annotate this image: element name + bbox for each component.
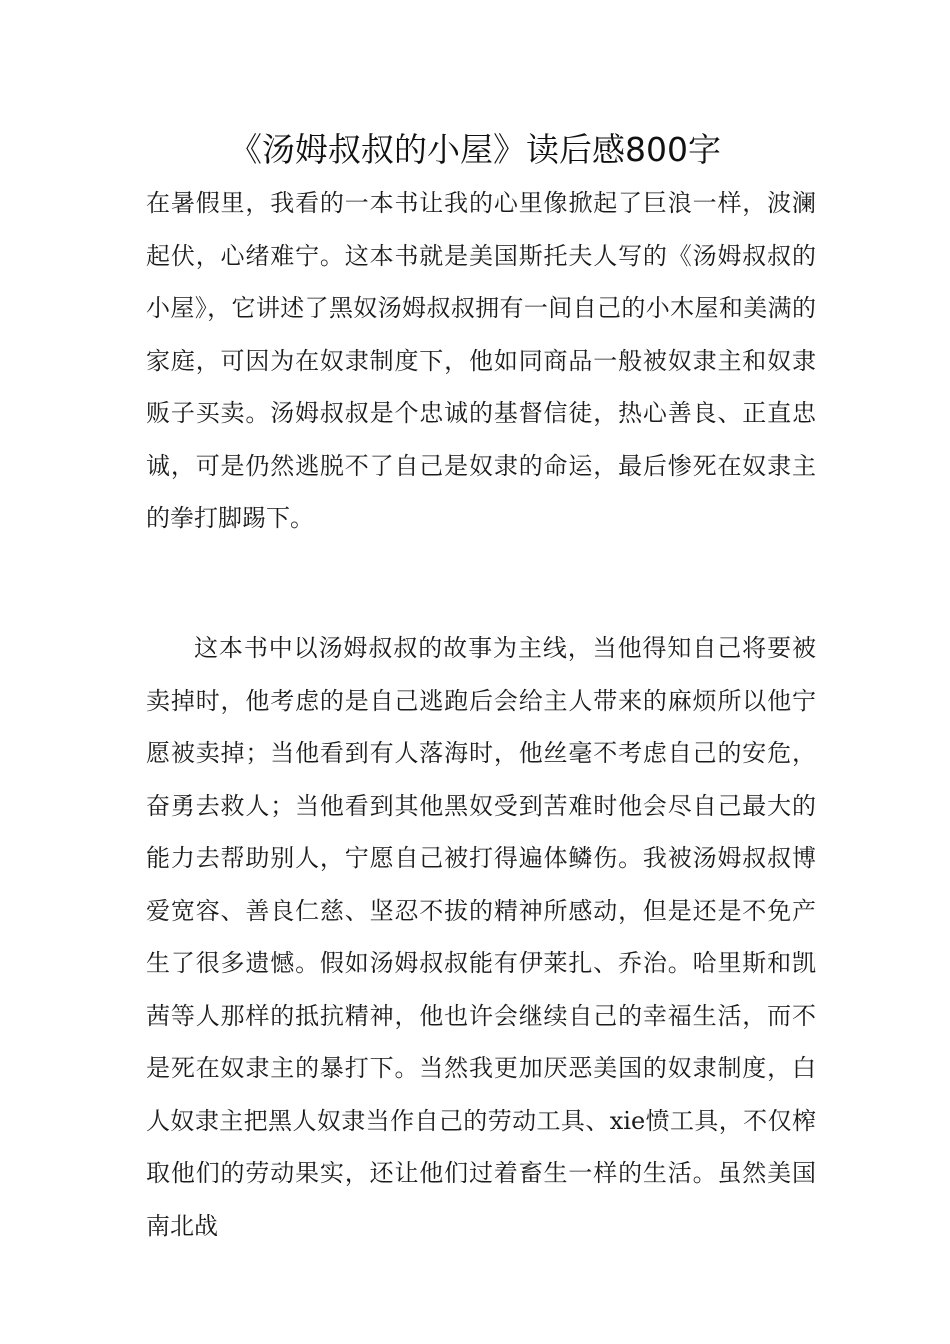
document-title: 《汤姆叔叔的小屋》读后感800字 [229, 130, 721, 169]
paragraph-1: 在暑假里，我看的一本书让我的心里像掀起了巨浪一样，波澜起伏，心绪难宁。这本书就是美国斯托夫人写的《汤姆叔叔的小屋》，它讲述了黑奴汤姆叔叔拥有一间自己的小木屋和美满的家庭，可因为在奴隶制度下，他如同商品一般被奴隶主和奴隶贩子买卖。汤姆叔叔是个忠诚的基督信徒，热心善良、正直忠诚，可是仍然逃脱不了自己是奴隶的命运，最后惨死在奴隶主的拳打脚踢下。 [146, 189, 816, 532]
paragraph-2: 这本书中以汤姆叔叔的故事为主线，当他得知自己将要被卖掉时，他考虑的是自己逃跑后会给主人带来的麻烦所以他宁愿被卖掉；当他看到有人落海时，他丝毫不考虑自己的安危，奋勇去救人；当他看到其他黑奴受到苦难时他会尽自己最大的能力去帮助别人，宁愿自己被打得遍体鳞伤。我被汤姆叔叔博爱宽容、善良仁慈、坚忍不拔的精神所感动，但是还是不免产生了很多遗憾。假如汤姆叔叔能有伊莱扎、乔治。哈里斯和凯茜等人那样的抵抗精神，他也许会继续自己的幸福生活，而不是死在奴隶主的暴打下。当然我更加厌恶美国的奴隶制度，白人奴隶主把黑人奴隶当作自己的劳动工具、xie愤工具，不仅榨取他们的劳动果实，还让他们过着畜生一样的生活。虽然美国南北战 [146, 634, 816, 1240]
